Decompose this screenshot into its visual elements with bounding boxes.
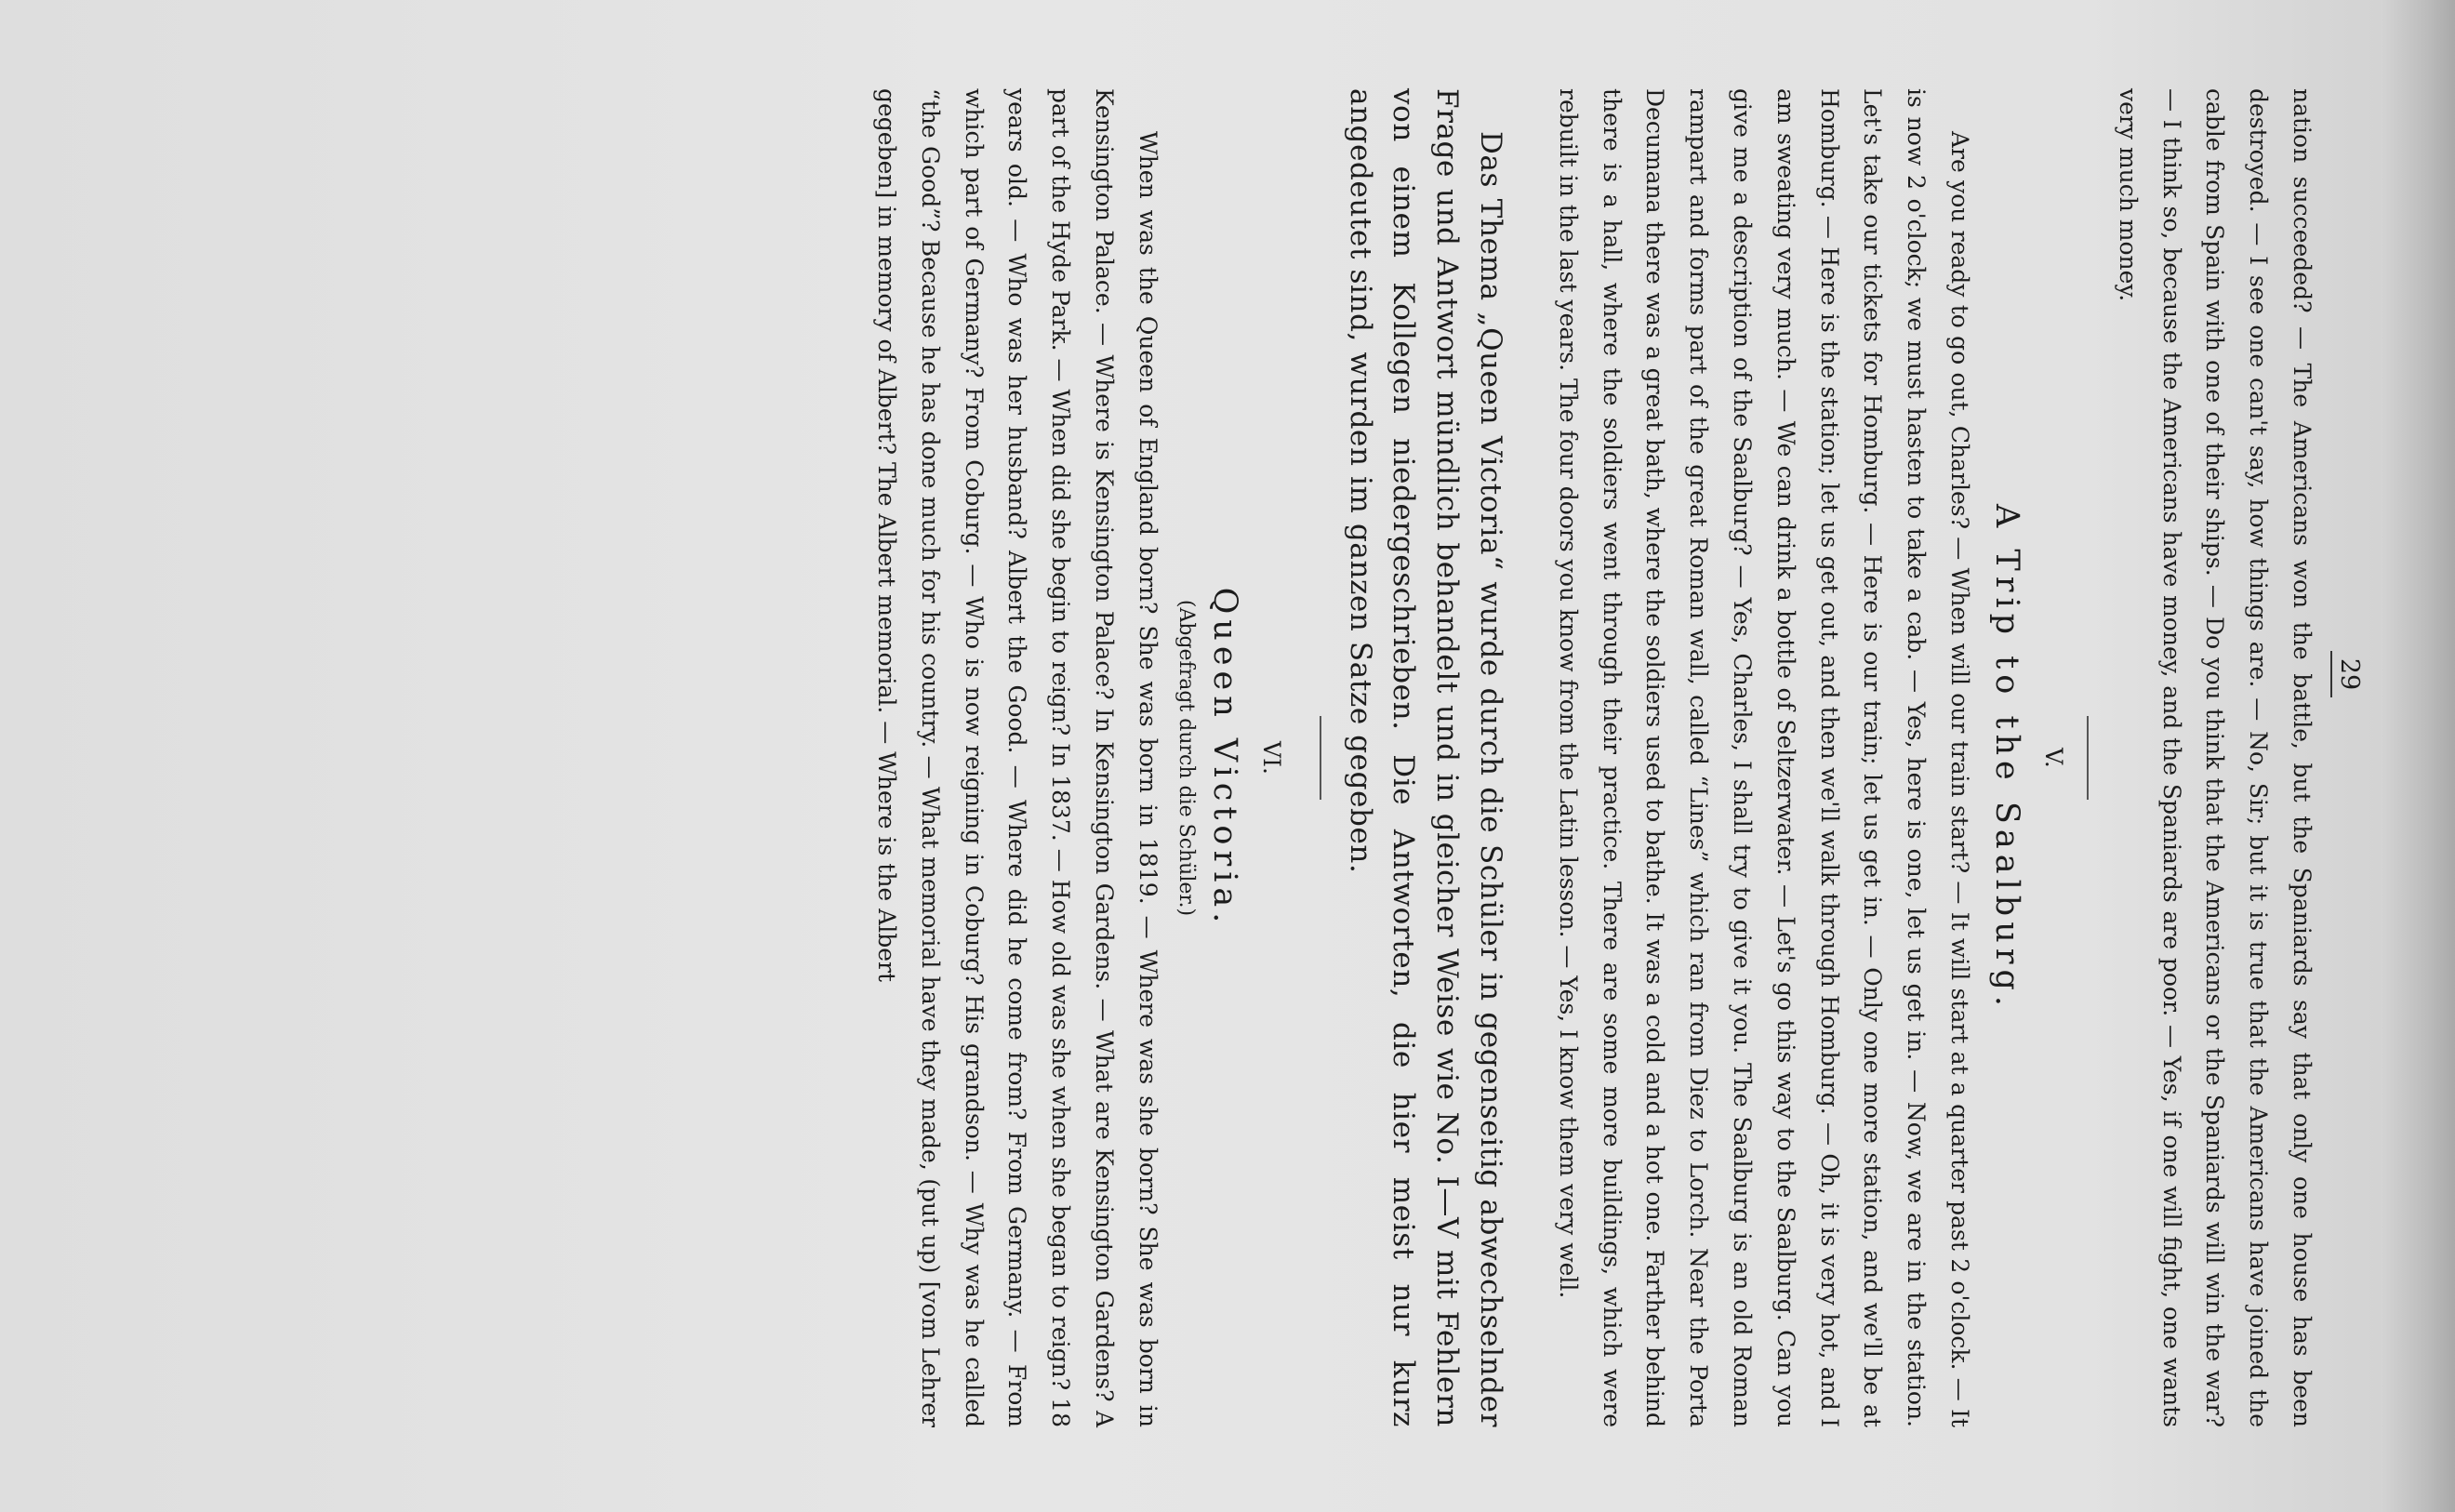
section-divider xyxy=(2087,716,2089,800)
section-divider xyxy=(1320,716,1321,800)
section-6 xyxy=(864,88,1292,1427)
german-note: Das Thema „Queen Victoria“ wurde durch die Schüler in gegenseitig abwechselnder Frage und Antwort mündlich behandelt und in gleicher Weise wie No. I—V mit Fehlern von einem Kollegen niedergeschrieben. Die Antworten, die hier meist nur kurz angedeutet sind, wurden im ganzen Satze gegeben. xyxy=(1343,88,1508,1427)
opening-paragraph: nation succeeded? — The Americans won the battle, but the Spaniards say that only one house has been destroyed. — I see one can't say, how things are. — No, Sir; but it is true that the Americans have joined the cable from Spain with one of their ships. — Do you think that the Americans or the Spaniards will win the war? — I think so, because the Americans have money, and the Spaniards are poor. — Yes, if one will fight, one wants very much money. xyxy=(2114,88,2316,1427)
section-6-title: Queen Victoria. xyxy=(1205,587,1243,929)
section-6-subtitle: (Abgefragt durch die Schüler.) xyxy=(1174,599,1198,917)
section-6-number: VI. xyxy=(1257,741,1285,775)
section-5-number: V. xyxy=(2040,748,2068,768)
section-5-text: Are you ready to go out, Charles? — When will our train start? — It will start at a quarter past 2 o'clock. — It is now 2 o'clock; we must hasten to take a cab. — Yes, here is one, let us get in. — Now, we are in the station. Let's take our tickets for Homburg. — Here is our train; let us get in. — Only one more station, and we'll be at Homburg. — Here is the station; let us get out, and then we'll walk through Homburg. — Oh, it is very hot, and I am sweating very much. — We can drink a bottle of Seltzerwater. — Let's go this way to the Saalburg. Can you give me a description of the Saalburg? — Yes, Charles, I shall try to give it you. The Saalburg is an old Roman rampart and forms part of the great Roman wall, called “Lines” which ran from Diez to Lorch. Near the Porta Decumana there was a great bath, where the soldiers used to bathe. It was a cold and a hot one. Farther behind there is a hall, where the soldiers went through their practice. There are some more buildings, which were rebuilt in the last years. The four doors you know from the Latin lesson. — Yes, I know them very well. xyxy=(1554,88,1974,1427)
page-number-rule xyxy=(2330,651,2332,697)
section-6-text: When was the Queen of England born? She was born in 1819. — Where was she born? She was born in Kensington Palace. — Where is Kensington Palace? In Kensington Gardens. — What are Kensington Gardens? A part of the Hyde Park. — When did she begin to reign? In 1837. — How old was she when she began to reign? 18 years old. — Who was her husband? Albert the Good. — Where did he come from? From Germany. — From which part of Germany? From Coburg. — Who is now reigning in Coburg? His grandson. — Why was he called “the Good”? Because he has done much for his country. — What memorial have they made, (put up) [vom Lehrer gegeben] in memory of Albert? The Albert memorial. — Where is the Albert xyxy=(873,88,1161,1427)
section-5-title: A Trip to the Saalburg. xyxy=(1988,503,2026,1013)
rotated-book-page xyxy=(130,51,2364,1465)
page-content xyxy=(864,88,2323,1427)
book-binding-edge xyxy=(2381,0,2455,1512)
page-number: 29 xyxy=(2335,657,2364,691)
